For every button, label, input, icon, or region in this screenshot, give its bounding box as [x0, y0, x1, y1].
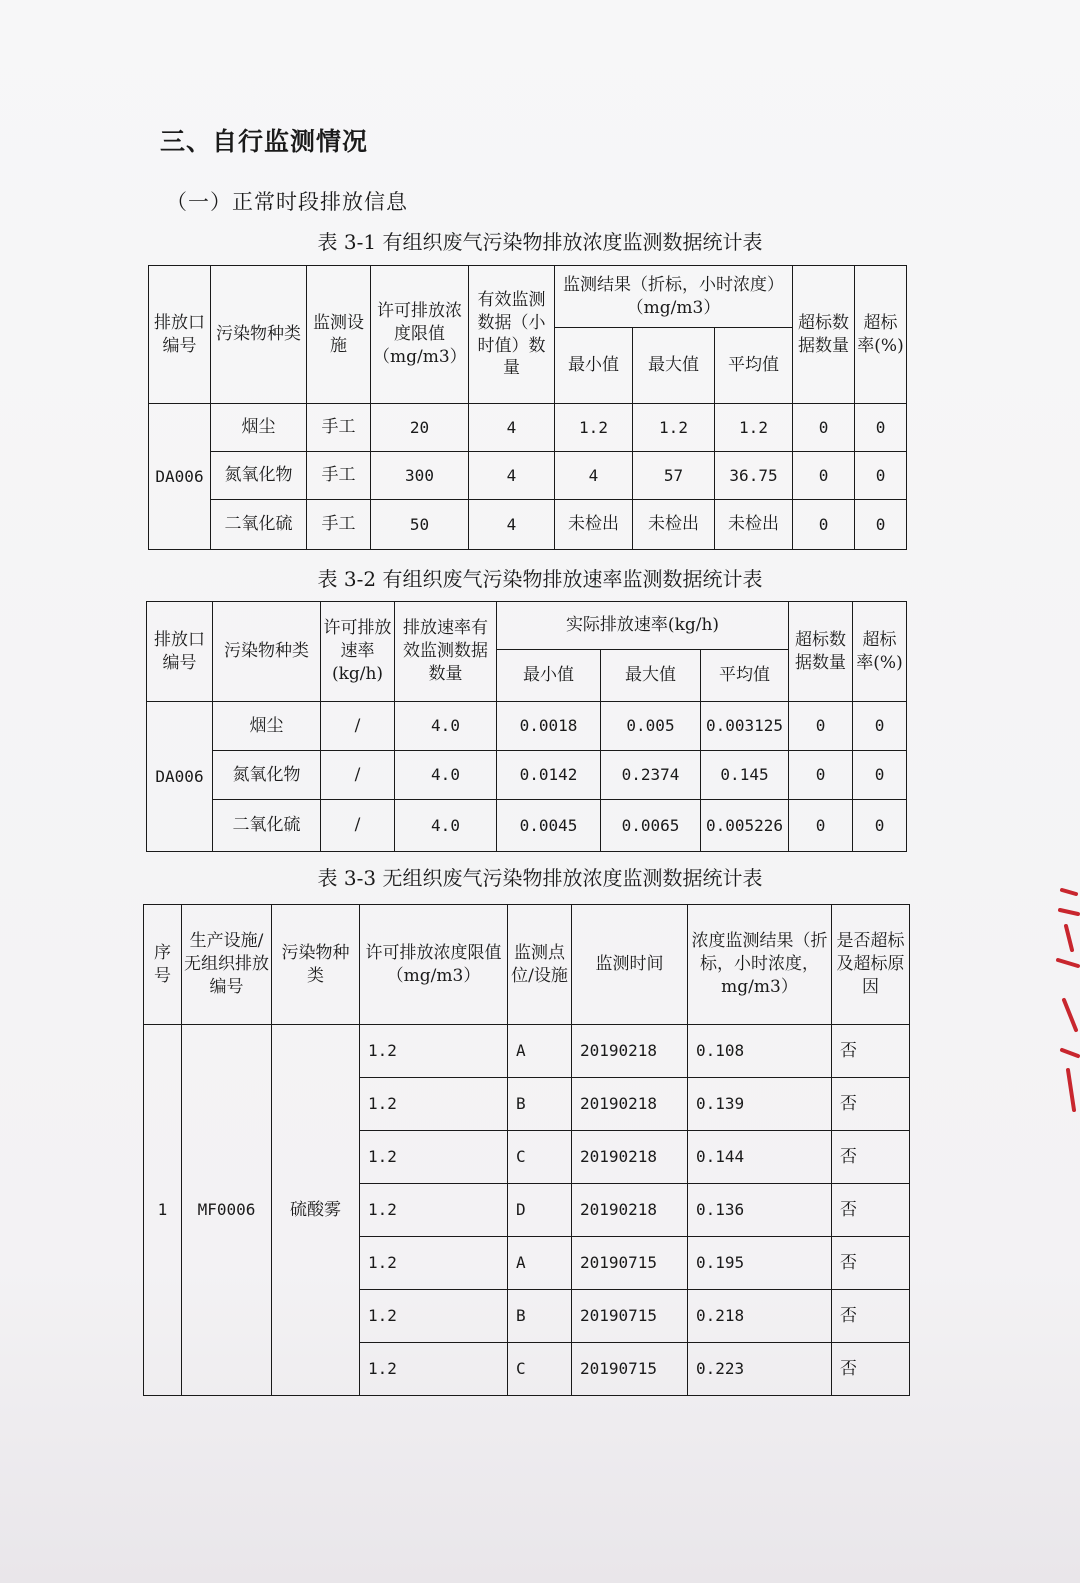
facility-cell: 手工 — [307, 452, 371, 500]
limit-cell: 1.2 — [360, 1025, 508, 1078]
header-source: 生产设施/无组织排放编号 — [182, 905, 272, 1025]
limit-cell: 50 — [371, 500, 469, 550]
limit-cell: 1.2 — [360, 1237, 508, 1290]
avg-cell: 0.005226 — [701, 800, 789, 852]
exceed-count-cell: 0 — [789, 751, 853, 800]
exceed-rate-cell: 0 — [855, 452, 907, 500]
avg-cell: 0.003125 — [701, 702, 789, 751]
red-stamp-edge — [1032, 880, 1080, 1120]
limit-cell: / — [321, 800, 395, 852]
header-exceed-count: 超标数据数量 — [789, 602, 853, 702]
limit-cell: 300 — [371, 452, 469, 500]
exceed-cell: 否 — [832, 1290, 910, 1343]
time-cell: 20190218 — [572, 1131, 688, 1184]
min-cell: 未检出 — [555, 500, 633, 550]
point-cell: B — [508, 1290, 572, 1343]
limit-cell: 1.2 — [360, 1290, 508, 1343]
avg-cell: 36.75 — [715, 452, 793, 500]
header-max: 最大值 — [601, 650, 701, 702]
time-cell: 20190218 — [572, 1025, 688, 1078]
header-limit: 许可排放浓度限值（mg/m3） — [371, 266, 469, 404]
header-count: 排放速率有效监测数据数量 — [395, 602, 497, 702]
header-pollutant: 污染物种类 — [211, 266, 307, 404]
header-exceed-count: 超标数据数量 — [793, 266, 855, 404]
max-cell: 57 — [633, 452, 715, 500]
exceed-cell: 否 — [832, 1343, 910, 1396]
header-min: 最小值 — [555, 328, 633, 404]
exceed-count-cell: 0 — [793, 452, 855, 500]
result-cell: 0.218 — [688, 1290, 832, 1343]
table-row — [147, 751, 907, 800]
table2-caption: 表 3-2 有组织废气污染物排放速率监测数据统计表 — [317, 567, 763, 591]
exceed-rate-cell: 0 — [855, 500, 907, 550]
pollutant-cell: 烟尘 — [213, 702, 321, 751]
header-outlet: 排放口编号 — [149, 266, 211, 404]
max-cell: 1.2 — [633, 404, 715, 452]
point-cell: D — [508, 1184, 572, 1237]
count-cell: 4.0 — [395, 702, 497, 751]
min-cell: 0.0045 — [497, 800, 601, 852]
table-3-1 — [148, 265, 907, 550]
point-cell: A — [508, 1237, 572, 1290]
point-cell: A — [508, 1025, 572, 1078]
min-cell: 0.0142 — [497, 751, 601, 800]
count-cell: 4 — [469, 404, 555, 452]
avg-cell: 未检出 — [715, 500, 793, 550]
result-cell: 0.144 — [688, 1131, 832, 1184]
result-cell: 0.136 — [688, 1184, 832, 1237]
point-cell: C — [508, 1343, 572, 1396]
result-cell: 0.139 — [688, 1078, 832, 1131]
header-pollutant: 污染物种类 — [272, 905, 360, 1025]
count-cell: 4 — [469, 500, 555, 550]
header-time: 监测时间 — [572, 905, 688, 1025]
min-cell: 0.0018 — [497, 702, 601, 751]
header-count: 有效监测数据（小时值）数量 — [469, 266, 555, 404]
result-cell: 0.108 — [688, 1025, 832, 1078]
result-cell: 0.223 — [688, 1343, 832, 1396]
facility-cell: 手工 — [307, 404, 371, 452]
header-result: 监测结果（折标，小时浓度）（mg/m3） — [555, 266, 793, 328]
table-row — [149, 452, 907, 500]
table-row — [144, 1025, 910, 1078]
max-cell: 0.2374 — [601, 751, 701, 800]
header-facility: 监测设施 — [307, 266, 371, 404]
max-cell: 0.005 — [601, 702, 701, 751]
limit-cell: / — [321, 702, 395, 751]
exceed-count-cell: 0 — [793, 500, 855, 550]
avg-cell: 1.2 — [715, 404, 793, 452]
table-row — [147, 800, 907, 852]
time-cell: 20190715 — [572, 1290, 688, 1343]
pollutant-cell: 硫酸雾 — [272, 1025, 360, 1396]
limit-cell: 20 — [371, 404, 469, 452]
header-min: 最小值 — [497, 650, 601, 702]
limit-cell: 1.2 — [360, 1184, 508, 1237]
table-row — [147, 702, 907, 751]
header-result: 浓度监测结果（折标，小时浓度，mg/m3） — [688, 905, 832, 1025]
exceed-cell: 否 — [832, 1237, 910, 1290]
exceed-cell: 否 — [832, 1184, 910, 1237]
count-cell: 4 — [469, 452, 555, 500]
header-avg: 平均值 — [715, 328, 793, 404]
point-cell: C — [508, 1131, 572, 1184]
header-limit: 许可排放速率(kg/h) — [321, 602, 395, 702]
table1-caption: 表 3-1 有组织废气污染物排放浓度监测数据统计表 — [317, 230, 763, 254]
seq-cell: 1 — [144, 1025, 182, 1396]
header-exceed: 是否超标及超标原因 — [832, 905, 910, 1025]
header-seq: 序号 — [144, 905, 182, 1025]
exceed-rate-cell: 0 — [853, 800, 907, 852]
header-outlet: 排放口编号 — [147, 602, 213, 702]
outlet-cell: DA006 — [147, 702, 213, 852]
exceed-rate-cell: 0 — [853, 751, 907, 800]
min-cell: 1.2 — [555, 404, 633, 452]
exceed-count-cell: 0 — [789, 800, 853, 852]
outlet-cell: DA006 — [149, 404, 211, 550]
exceed-count-cell: 0 — [789, 702, 853, 751]
time-cell: 20190218 — [572, 1078, 688, 1131]
table3-caption: 表 3-3 无组织废气污染物排放浓度监测数据统计表 — [317, 866, 763, 890]
header-max: 最大值 — [633, 328, 715, 404]
time-cell: 20190715 — [572, 1343, 688, 1396]
count-cell: 4.0 — [395, 800, 497, 852]
limit-cell: / — [321, 751, 395, 800]
count-cell: 4.0 — [395, 751, 497, 800]
facility-cell: 手工 — [307, 500, 371, 550]
table-3-3 — [143, 904, 910, 1396]
pollutant-cell: 氮氧化物 — [211, 452, 307, 500]
source-cell: MF0006 — [182, 1025, 272, 1396]
exceed-cell: 否 — [832, 1078, 910, 1131]
section-heading: 三、自行监测情况 — [160, 127, 369, 156]
limit-cell: 1.2 — [360, 1343, 508, 1396]
time-cell: 20190218 — [572, 1184, 688, 1237]
point-cell: B — [508, 1078, 572, 1131]
pollutant-cell: 二氧化硫 — [211, 500, 307, 550]
header-point: 监测点位/设施 — [508, 905, 572, 1025]
header-exceed-rate: 超标率(%) — [853, 602, 907, 702]
pollutant-cell: 氮氧化物 — [213, 751, 321, 800]
avg-cell: 0.145 — [701, 751, 789, 800]
header-pollutant: 污染物种类 — [213, 602, 321, 702]
header-limit: 许可排放浓度限值（mg/m3） — [360, 905, 508, 1025]
header-avg: 平均值 — [701, 650, 789, 702]
limit-cell: 1.2 — [360, 1131, 508, 1184]
exceed-cell: 否 — [832, 1025, 910, 1078]
exceed-rate-cell: 0 — [853, 702, 907, 751]
min-cell: 4 — [555, 452, 633, 500]
time-cell: 20190715 — [572, 1237, 688, 1290]
table-row — [149, 404, 907, 452]
exceed-rate-cell: 0 — [855, 404, 907, 452]
subsection-heading: （一）正常时段排放信息 — [166, 190, 408, 214]
exceed-cell: 否 — [832, 1131, 910, 1184]
limit-cell: 1.2 — [360, 1078, 508, 1131]
table-3-2 — [146, 601, 907, 852]
max-cell: 未检出 — [633, 500, 715, 550]
exceed-count-cell: 0 — [793, 404, 855, 452]
table-row — [149, 500, 907, 550]
pollutant-cell: 二氧化硫 — [213, 800, 321, 852]
header-exceed-rate: 超标率(%) — [855, 266, 907, 404]
header-actual: 实际排放速率(kg/h) — [497, 602, 789, 650]
pollutant-cell: 烟尘 — [211, 404, 307, 452]
result-cell: 0.195 — [688, 1237, 832, 1290]
max-cell: 0.0065 — [601, 800, 701, 852]
